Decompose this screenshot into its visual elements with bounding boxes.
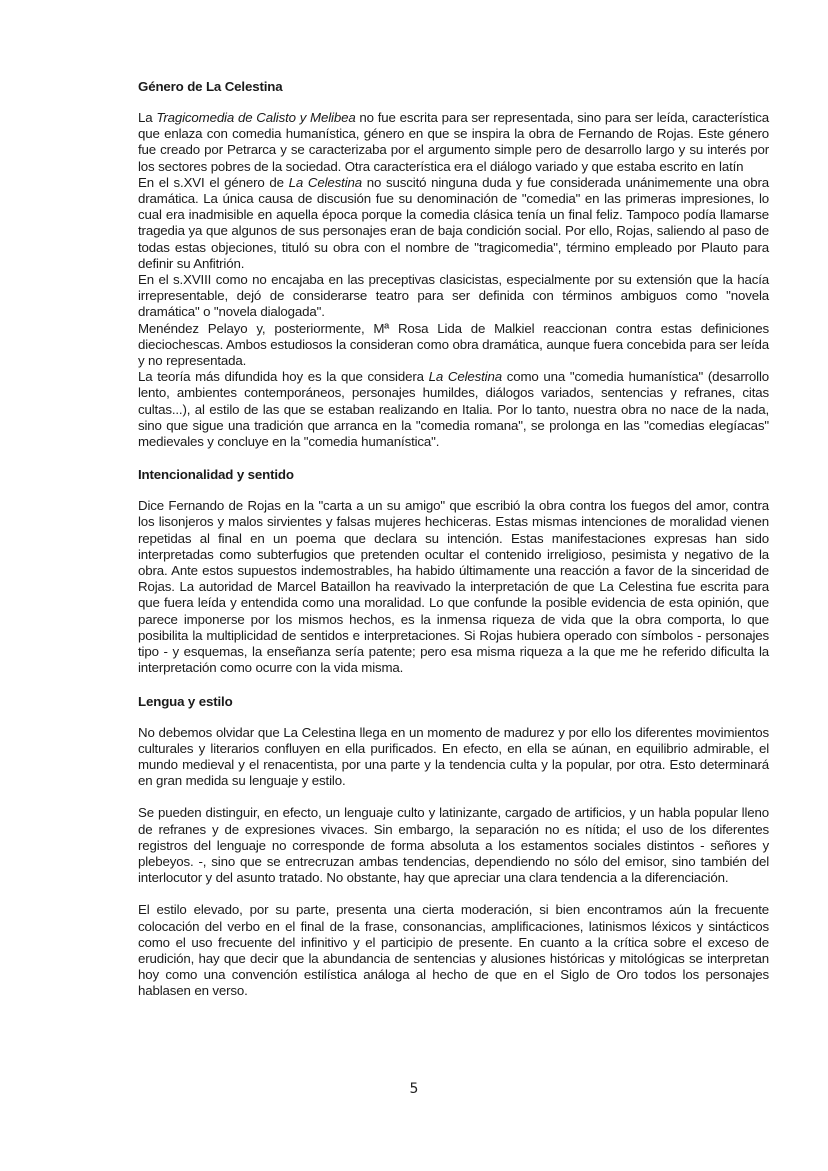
section-heading: Lengua y estilo bbox=[138, 693, 233, 709]
paragraph bbox=[138, 175, 769, 272]
paragraph bbox=[138, 805, 769, 886]
text-run: Dice Fernando de Rojas en la "carta a un su amigo" que escribió la obra contra los fuegos del amor, contra los lisonjeros y malos sirvientes y falsas mujeres hechiceras. Estas mismas intenciones de moralidad vienen repetidas al final en un poema que declara su intención. Estas manifestaciones expresas han sido interpretadas como subterfugios que pretenden ocultar el contenido irreligioso, pesimista y negativo de la obra. Ante estos supuestos indemostrables, ha habido últimamente una reacción a favor de la sinceridad de Rojas. La autoridad de Marcel Bataillon ha reavivado la interpretación de que La Celestina fue escrita para que fuera leída y entendida como una moralidad. Lo que confunde la posible evidencia de esta opinión, que parece imponerse por los mismos hechos, es la inmensa riqueza de vida que la obra comporta, lo que posibilita la multiplicidad de sentidos e interpretaciones. Si Rojas hubiera operado con símbolos - personajes tipo - y esquemas, la enseñanza sería patente; pero esa misma riqueza a la que me he referido dificulta la interpretación como ocurre con la vida misma. bbox=[138, 498, 769, 676]
text-run: no suscitó ninguna duda y fue considerada unánimemente una obra dramática. La única causa de discusión fue su denominación de "comedia" en las primeras impresiones, lo cual era inadmisible en aquella época porque la comedia clásica tenía un final feliz. Tampoco podía llamarse tragedia ya que algunos de sus personajes eran de baja condición social. Por ello, Rojas, saliendo al paso de todas estas objeciones, tituló su obra con el nombre de "tragicomedia", término empleado por Plauto para definir su Anfitrión. bbox=[138, 174, 769, 271]
text-run: no fue escrita para ser representada, sino para ser leída, característica que enlaza con comedia humanística, género en que se inspira la obra de Fernando de Rojas. Este género fue creado por Petrarca y se caracterizaba por el argumento simple pero de desarrollo largo y su interés por los sectores pobres de la sociedad. Otra característica era el diálogo variado y que estaba escrito en latín bbox=[138, 110, 770, 174]
italic-title: La Celestina bbox=[428, 369, 502, 385]
text-run: Menéndez Pelayo y, posteriormente, Mª Rosa Lida de Malkiel reaccionan contra estas definiciones dieciochescas. Ambos estudiosos la consideran como obra dramática, aunque fuera concebida para ser leída y no representada. bbox=[138, 320, 769, 369]
paragraph bbox=[138, 110, 769, 175]
paragraph bbox=[138, 369, 769, 450]
paragraph bbox=[138, 272, 769, 321]
text-run: La teoría más difundida hoy es la que considera bbox=[138, 369, 429, 385]
page-number: 5 bbox=[409, 1081, 419, 1097]
paragraph bbox=[138, 725, 769, 790]
section-heading: Género de La Celestina bbox=[138, 79, 283, 94]
text-run: El estilo elevado, por su parte, presenta una cierta moderación, si bien encontramos aún la frecuente colocación del verbo en el final de la frase, consonancias, amplificaciones, latinismos léxicos y sintácticos como el uso frecuente del infinitivo y el participio de presente. En cuanto a la crítica sobre el exceso de erudición, hay que decir que la abundancia de sentencias y alusiones históricas y mitológicas se interpretan hoy como una convención estilística análoga al hecho de que en el Siglo de Oro todos los personajes hablasen en verso. bbox=[138, 902, 769, 999]
text-run: como una "comedia humanística" (desarrollo lento, ambientes contemporáneos, personajes humildes, diálogos variados, sentencias y refranes, citas cultas...), al estilo de las que se estaban realizando en Italia. Por lo tanto, nuestra obra no nace de la nada, sino que sigue una tradición que arranca en la "comedia romana", se prolonga en las "comedias elegíacas" medievales y concluye en la "comedia humanística". bbox=[138, 369, 769, 450]
section-genero bbox=[138, 78, 769, 450]
text-run: No debemos olvidar que La Celestina llega en un momento de madurez y por ello los diferentes movimientos culturales y literarios confluyen en ella purificados. En efecto, en ella se aúnan, en equilibrio admirable, el mundo medieval y el renacentista, por una parte y la tendencia culta y la popular, por otra. Esto determinará en gran medida su lenguaje y estilo. bbox=[138, 724, 769, 789]
text-run: En el s.XVIII como no encajaba en las preceptivas clasicistas, especialmente por su extensión que la hacía irrepresentable, dejó de considerarse teatro para ser definida con términos ambiguos como "novela dramática" o "novela dialogada". bbox=[138, 272, 769, 320]
paragraph bbox=[138, 902, 769, 999]
text-run: La bbox=[138, 110, 157, 125]
italic-title: Tragicomedia de Calisto y Melibea bbox=[156, 110, 356, 125]
section-heading: Intencionalidad y sentido bbox=[138, 467, 294, 483]
paragraph bbox=[138, 498, 769, 676]
section-lengua-estilo bbox=[138, 693, 769, 1000]
italic-title: La Celestina bbox=[288, 174, 363, 190]
text-run: Se pueden distinguir, en efecto, un lenguaje culto y latinizante, cargado de artificios, y un habla popular lleno de refranes y de expresiones vivaces. Sin embargo, la separación no es nítida; el uso de los diferentes registros del lenguaje no corresponde de forma absoluta a los estamentos sociales distintos - señores y plebeyos. -, sino que se entrecruzan ambas tendencias, dependiendo no sólo del emisor, sino también del interlocutor y del asunto tratado. No obstante, hay que apreciar una clara tendencia a la diferenciación. bbox=[138, 805, 769, 886]
document-page bbox=[138, 78, 769, 1000]
text-run: En el s.XVI el género de bbox=[138, 174, 289, 190]
paragraph bbox=[138, 321, 769, 370]
section-intencionalidad bbox=[138, 466, 769, 676]
